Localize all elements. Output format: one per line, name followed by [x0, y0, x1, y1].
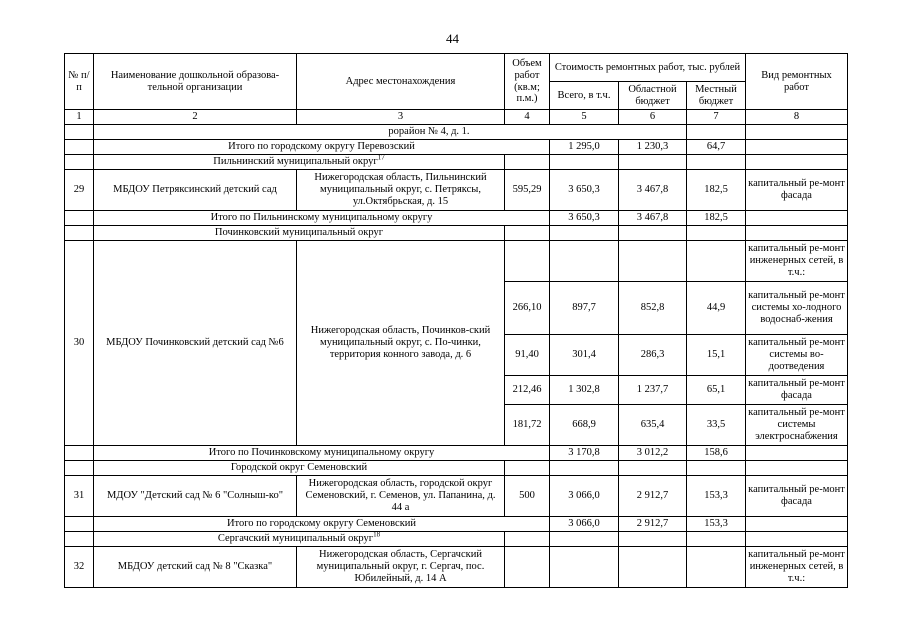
col-number-7: 7 [687, 110, 746, 125]
district-label: Городской округ Семеновский [94, 461, 505, 476]
total-local: 182,5 [687, 211, 746, 226]
total-label: Итого по Починковскому муниципальному округу [94, 446, 550, 461]
total-cost: 3 066,0 [550, 517, 619, 532]
col-number-8: 8 [746, 110, 848, 125]
total-label: Итого по городскому округу Семеновский [94, 517, 550, 532]
district-label: Пильнинский муниципальный округ$^{17}$ [94, 155, 505, 170]
row-name: МБДОУ Петряксинский детский сад [94, 170, 297, 211]
header-row-1 [65, 54, 848, 82]
row-volume: 595,29 [505, 170, 550, 211]
total-local: 153,3 [687, 517, 746, 532]
district-label: Починковский муниципальный округ [94, 226, 505, 241]
row-volume: 212,46 [505, 376, 550, 405]
header-work-type: Вид ремонтных работ [746, 54, 848, 110]
header-num: № п/п [65, 54, 94, 110]
row-num: 29 [65, 170, 94, 211]
total-row-perevoz [65, 140, 848, 155]
row-regional: 852,8 [619, 282, 687, 335]
col-number-1: 1 [65, 110, 94, 125]
table-row-29 [65, 170, 848, 211]
col-number-5: 5 [550, 110, 619, 125]
row-work: капитальный ре-монт системы электроснабжения [746, 405, 848, 446]
row-volume: 266,10 [505, 282, 550, 335]
row-local: 33,5 [687, 405, 746, 446]
table-row-31 [65, 476, 848, 517]
row-regional: 1 237,7 [619, 376, 687, 405]
row-work: капитальный ре-монт фасада [746, 476, 848, 517]
column-number-row [65, 110, 848, 125]
row-name: МБДОУ Починковский детский сад №6 [94, 241, 297, 446]
row-address: Нижегородская область, Починков-ский муниципальный округ, с. По-чинки, территория конного завода, д. 6 [297, 241, 505, 446]
header-cost-regional: Областной бюджет [619, 82, 687, 110]
row-regional: 3 467,8 [619, 170, 687, 211]
total-row-pochinki [65, 446, 848, 461]
page-number: 44 [446, 31, 459, 46]
header-address: Адрес местонахождения [297, 54, 505, 110]
total-regional: 3 467,8 [619, 211, 687, 226]
row-regional: 635,4 [619, 405, 687, 446]
continuation-address: рорайон № 4, д. 1. [94, 125, 687, 140]
row-regional: 2 912,7 [619, 476, 687, 517]
header-cost-local: Местный бюджет [687, 82, 746, 110]
row-address: Нижегородская область, Сергачский муниципальный округ, г. Сергач, пос. Юбилейный, д. 14 А [297, 547, 505, 588]
table-row-30 [65, 241, 848, 282]
row-address: Нижегородская область, Пильнинский муниципальный округ, с. Петряксы, ул.Октябрьская, д. 15 [297, 170, 505, 211]
row-local: 65,1 [687, 376, 746, 405]
col-number-4: 4 [505, 110, 550, 125]
row-local: 153,3 [687, 476, 746, 517]
total-regional: 3 012,2 [619, 446, 687, 461]
row-num: 32 [65, 547, 94, 588]
row-total: 668,9 [550, 405, 619, 446]
total-local: 158,6 [687, 446, 746, 461]
row-total: 301,4 [550, 335, 619, 376]
row-name: МБДОУ детский сад № 8 "Сказка" [94, 547, 297, 588]
row-total: 1 302,8 [550, 376, 619, 405]
col-number-3: 3 [297, 110, 505, 125]
row-num: 31 [65, 476, 94, 517]
district-header-pilna [65, 155, 848, 170]
total-cost: 3 650,3 [550, 211, 619, 226]
row-local: 182,5 [687, 170, 746, 211]
col-number-2: 2 [94, 110, 297, 125]
total-row-pilna [65, 211, 848, 226]
row-volume: 500 [505, 476, 550, 517]
table-row-32 [65, 547, 848, 588]
header-cost-total: Всего, в т.ч. [550, 82, 619, 110]
row-name: МДОУ "Детский сад № 6 "Солныш-ко" [94, 476, 297, 517]
row-total: 897,7 [550, 282, 619, 335]
row-local: 15,1 [687, 335, 746, 376]
footnote-marker: 17 [377, 154, 385, 162]
row-work: капитальный ре-монт инженерных сетей, в т.ч.: [746, 547, 848, 588]
total-row-semenov [65, 517, 848, 532]
row-total: 3 650,3 [550, 170, 619, 211]
district-header-semenov [65, 461, 848, 476]
row-volume: 181,72 [505, 405, 550, 446]
repair-works-table [64, 53, 848, 588]
header-name: Наименование дошкольной образова-тельной организации [94, 54, 297, 110]
district-header-sergach [65, 532, 848, 547]
row-work: капитальный ре-монт системы хо-лодного водоснаб-жения [746, 282, 848, 335]
total-label: Итого по Пильнинскому муниципальному округу [94, 211, 550, 226]
row-work: капитальный ре-монт системы во-доотведения [746, 335, 848, 376]
continuation-row [65, 125, 848, 140]
district-header-pochinki [65, 226, 848, 241]
total-regional: 2 912,7 [619, 517, 687, 532]
row-address: Нижегородская область, городской округ Семеновский, г. Семенов, ул. Папанина, д. 44 а [297, 476, 505, 517]
district-label: Сергачский муниципальный округ$^{18}$ [94, 532, 505, 547]
row-volume: 91,40 [505, 335, 550, 376]
header-cost-group: Стоимость ремонтных работ, тыс. рублей [550, 54, 746, 82]
total-local: 64,7 [687, 140, 746, 155]
header-volume: Объем работ (кв.м; п.м.) [505, 54, 550, 110]
row-work: капитальный ре-монт фасада [746, 376, 848, 405]
total-cost: 3 170,8 [550, 446, 619, 461]
row-work: капитальный ре-монт фасада [746, 170, 848, 211]
total-label: Итого по городскому округу Перевозский [94, 140, 550, 155]
total-regional: 1 230,3 [619, 140, 687, 155]
col-number-6: 6 [619, 110, 687, 125]
row-work: капитальный ре-монт инженерных сетей, в т.ч.: [746, 241, 848, 282]
row-regional: 286,3 [619, 335, 687, 376]
row-total: 3 066,0 [550, 476, 619, 517]
row-local: 44,9 [687, 282, 746, 335]
row-num: 30 [65, 241, 94, 446]
total-cost: 1 295,0 [550, 140, 619, 155]
footnote-marker: 18 [373, 531, 381, 539]
